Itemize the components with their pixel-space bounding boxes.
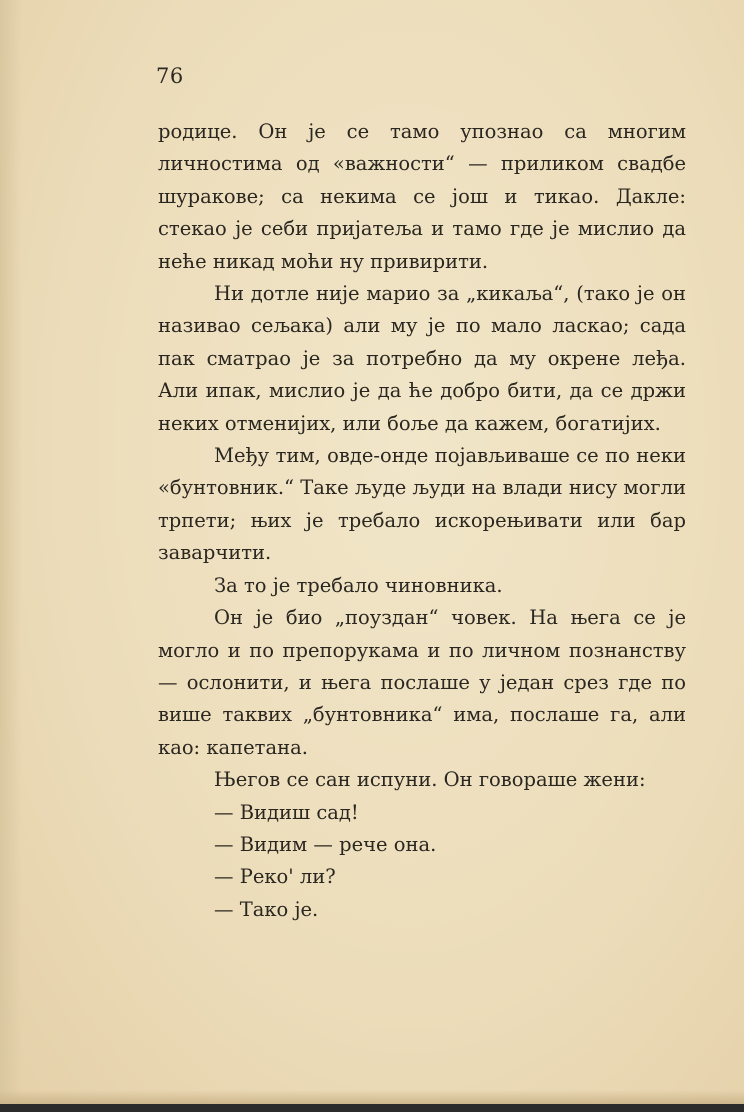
paragraph-5: Он је био „поуздан“ човек. На њега се је могло и по препорукама и по личном познанству — ослонити, и њега послаше у један срез где по више таквих „бунтовника“ има, послаше га, али као: капетана.: [158, 606, 686, 759]
paragraph-1: родице. Он је се тамо упознао са многим личностима од «важности“ — приликом свадбе шуракове; са некима се још и тикао. Дакле: стекао је себи пријатеља и тамо где је мислио да неће никад моћи ну привирити.: [158, 120, 686, 273]
page-left-edge: [0, 0, 22, 1112]
page-bottom-shade: [0, 1090, 744, 1104]
dialogue-line-2: — Видим — рече она.: [214, 832, 437, 856]
page-number: 76: [156, 64, 184, 88]
paragraph-4: За то је требало чиновника.: [214, 573, 503, 597]
paragraph-2: Ни дотле није марио за „кикаља“, (тако је он називао сељака) али му је по мало ласкао; сада пак сматрао је за потребно да му окрене леђа. Али ипак, мислио је да ће добро бити, да се држи неких отменијих, или боље да кажем, богатијих.: [158, 282, 686, 435]
dialogue-line-1: — Видиш сад!: [214, 800, 359, 824]
paragraph-6: Његов се сан испуни. Он говораше жени:: [214, 768, 646, 792]
dialogue-line-3: — Реко' ли?: [214, 865, 336, 889]
page-bottom-edge: [0, 1104, 744, 1112]
paragraph-3: Међу тим, овде-онде појављиваше се по неки «бунтовник.“ Таке људе људи на влади нису могли трпети; њих је требало искорењивати или бар заварчити.: [158, 444, 686, 565]
page-text: [158, 116, 686, 926]
dialogue-line-4: — Тако је.: [214, 897, 319, 921]
